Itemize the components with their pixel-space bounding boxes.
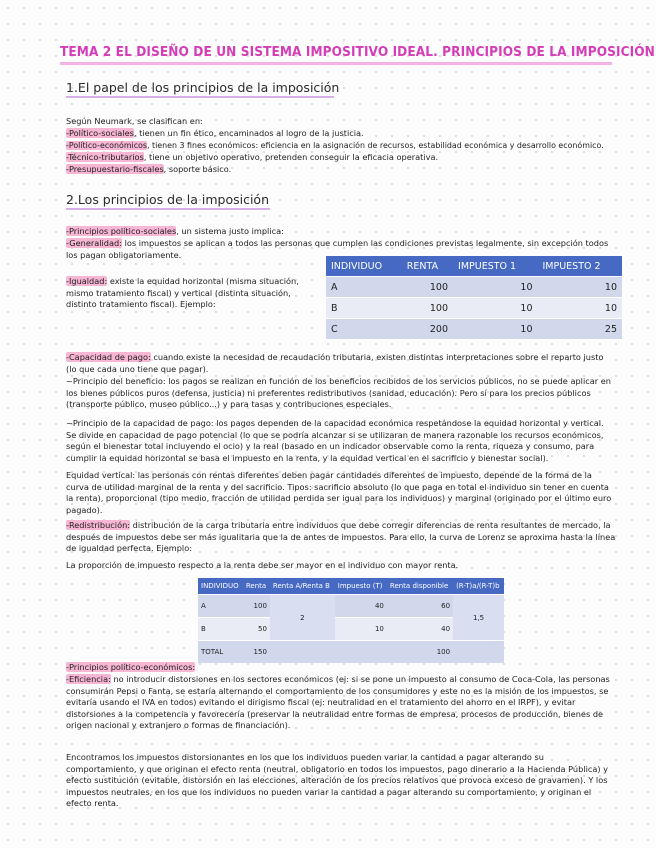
efficiency-paragraph: [66, 674, 616, 732]
benefit-principle-paragraph: ~Principio del beneficio: los pagos se realizan en función de los beneficios recibidos de los servicios públicos, no se puede aplicar en los bienes públicos puros (defensa, justicia) ni preferentes redistributivos (sanidad, educación). Pero sí para los precios públicos (transporte público, museo público...) y para tasas y contribuciones especiales.: [66, 376, 611, 410]
table-header: INDIVIDUO: [198, 578, 243, 595]
title-underline: [60, 62, 612, 65]
section-2-underline: [66, 208, 270, 210]
generality-label: -Generalidad:: [66, 238, 122, 248]
table-cell: 10: [453, 319, 537, 340]
table-cell: 2: [270, 595, 335, 641]
classification-label: -Político-sociales: [66, 128, 134, 138]
table-cell: [335, 641, 387, 664]
table-header: INDIVIDUO: [326, 256, 402, 277]
table-cell: 150: [243, 641, 270, 664]
section-1-heading: 1.El papel de los principios de la imposición: [66, 80, 340, 95]
efficiency-label: -Eficiencia:: [66, 674, 111, 684]
payment-capacity-text: cuando existe la necesidad de recaudación tributaria, existen distintas interpretaciones sobre el reparto justo (lo que cada uno tiene que pagar).: [66, 352, 604, 374]
capacity-principle-paragraph: ~Principio de la capacidad de pago: los pagos dependen de la capacidad económica respetándose la equidad horizontal y vertical. Se divide en capacidad de pago potencial (lo que se podría alcanzar si se utilizaran de manera razonable los recursos económicos, según el bienestar total incluyendo el ocio) y la real (basado en un indicador observable como la renta, riqueza y consumo, para cumplir la equidad horizontal se basa el impuesto en la renta, y la equidad vertical en el sacrificio y bienestar social).: [66, 418, 604, 463]
table-cell: A: [198, 595, 243, 618]
table-header: (R-T)a/(R-T)b: [453, 578, 504, 595]
table-row: [198, 595, 504, 618]
table-header: Renta A/Renta B: [270, 578, 335, 595]
equality-paragraph: [66, 276, 302, 311]
payment-capacity-label: -Capacidad de pago:: [66, 352, 151, 362]
table-header: Impuesto (T): [335, 578, 387, 595]
classification-label: -Presupuestario-fiscales: [66, 164, 164, 174]
table-cell: 25: [538, 319, 623, 340]
table-cell: 100: [387, 641, 453, 664]
efficiency-text: no introducir distorsiones en los sectores económicos (ej: si se pone un impuesto al consumo de Coca-Cola, las personas consumirán Pepsi o Fanta, se estaría alternando el comportamiento de los consumidores y este no es la misión de los impuestos, se evitaría usando el IVA en todos) evitando el dirigismo fiscal (ej: neutralidad en el tratamiento del ahorro en el IRPF), y evitar distorsiones a la competencia y favorecería (preservar la neutralidad entre formas de empresa, procesos de producción, bienes de origen nacional y extranjero o formas de financiación).: [66, 674, 610, 731]
section-2-heading: 2.Los principios de la imposición: [66, 192, 269, 207]
redistribution-text: distribución de la carga tributaria entre individuos que debe corregir diferencias de renta resultantes de mercado, la después de impuestos debe ser más igualitaria que la de antes de impuestos. Para ello, la curva de Lorenz se aproxima hasta la línea de igualdad perfecta. Ejemplo:: [66, 520, 616, 554]
table-cell: 60: [387, 595, 453, 618]
table-cell: 10: [453, 277, 537, 298]
classification-label: -Técnico-tributarios: [66, 152, 144, 162]
classification-item: [66, 128, 364, 140]
table-row: [198, 641, 504, 664]
table-row: [326, 298, 622, 319]
table-cell: [453, 641, 504, 664]
classification-item: [66, 152, 438, 164]
vertical-equity-paragraph: Equidad vertical: las personas con rentas diferentes deben pagar cantidades diferentes de impuesto, depende de la forma de la curva de utilidad marginal de la renta y del sacrificio. Tipos: sacrificio absoluto (lo que paga en total el individuo sin tener en cuenta la renta), proporcional (tipo medio, fracción de utilidad perdida ser igual para los individuos) y marginal (originado por el último euro pagado).: [66, 470, 612, 515]
classification-text: , tienen un fin ético, encaminados al logro de la justicia.: [133, 128, 364, 138]
table-cell: [270, 641, 335, 664]
equality-text: existe la equidad horizontal (misma situación, mismo tratamiento fiscal) y vertical (distinta situación, distinto tratamiento fiscal). Ejemplo:: [66, 276, 299, 310]
table-cell: 10: [538, 277, 623, 298]
political-social-text: , un sistema justo implica:: [176, 226, 284, 236]
table-header: Renta disponible: [387, 578, 453, 595]
section-1-underline: [66, 96, 334, 98]
political-economic-label: -Principios político-económicos:: [66, 662, 196, 672]
political-social-label: -Principios político-sociales: [66, 226, 177, 236]
proportion-note: La proporción de impuesto respecto a la renta debe ser mayor en el individuo con mayor renta.: [66, 560, 459, 570]
section-1-intro: Según Neumark, se clasifican en:: [66, 116, 203, 126]
table-header: IMPUESTO 2: [538, 256, 623, 277]
classification-label: -Político-económicos: [66, 141, 147, 150]
redistribution-label: -Redistribución:: [66, 520, 131, 530]
table-cell: A: [326, 277, 402, 298]
equity-table: [326, 256, 622, 339]
page-title: TEMA 2 EL DISEÑO DE UN SISTEMA IMPOSITIVO IDEAL. PRINCIPIOS DE LA IMPOSICIÓN: [60, 44, 655, 60]
table-cell: B: [198, 618, 243, 641]
classification-item: [66, 164, 231, 176]
generality-text: los impuestos se aplican a todos las personas que cumplen las condiciones previstas legalmente, sin excepción todos los pagan obligatoriamente.: [66, 238, 609, 260]
table-cell: 200: [402, 319, 453, 340]
equality-label: -Igualdad:: [66, 276, 108, 286]
table-cell: 40: [335, 595, 387, 618]
payment-capacity-paragraph: [66, 352, 616, 375]
table-cell: 50: [243, 618, 270, 641]
table-cell: 100: [243, 595, 270, 618]
table-header-row: [326, 256, 622, 277]
classification-text: , tiene un objetivo operativo, pretenden conseguir la eficacia operativa.: [143, 152, 439, 162]
redistribution-paragraph: [66, 520, 616, 555]
table-cell: C: [326, 319, 402, 340]
table-cell: 40: [387, 618, 453, 641]
table-cell: 100: [402, 298, 453, 319]
table-header: RENTA: [402, 256, 453, 277]
political-social-principles: [66, 226, 284, 238]
table-cell: 10: [538, 298, 623, 319]
classification-item: [66, 140, 604, 152]
table-cell: TOTAL: [198, 641, 243, 664]
table-cell: 10: [335, 618, 387, 641]
distortionary-taxes-paragraph: Encontramos los impuestos distorsionantes en los que los individuos pueden variar la cantidad a pagar alterando su comportamiento, y que originan el efecto renta (neutral, obligatorio en todos los impuestos, pago dinerario a la Hacienda Pública) y efecto sustitución (evitable, distorsión en las elecciones, alteración de los precios relativos que provoca exceso de gravamen). Y los impuestos neutrales, en los que los individuos no pueden variar la cantidad a pagar alterando su comportamiento, y originan el efecto renta.: [66, 752, 609, 809]
table-header-row: [198, 578, 504, 595]
table-header: IMPUESTO 1: [453, 256, 537, 277]
political-economic-principles: [66, 662, 195, 674]
redistribution-table: [198, 578, 504, 663]
classification-text: , tienen 3 fines económicos: eficiencia en la asignación de recursos, estabilidad económica y desarrollo económico.: [147, 141, 604, 150]
table-cell: 1,5: [453, 595, 504, 641]
classification-text: , soporte básico.: [163, 164, 232, 174]
table-cell: 10: [453, 298, 537, 319]
table-cell: 100: [402, 277, 453, 298]
table-row: [326, 319, 622, 340]
table-row: [326, 277, 622, 298]
table-cell: B: [326, 298, 402, 319]
table-header: Renta: [243, 578, 270, 595]
